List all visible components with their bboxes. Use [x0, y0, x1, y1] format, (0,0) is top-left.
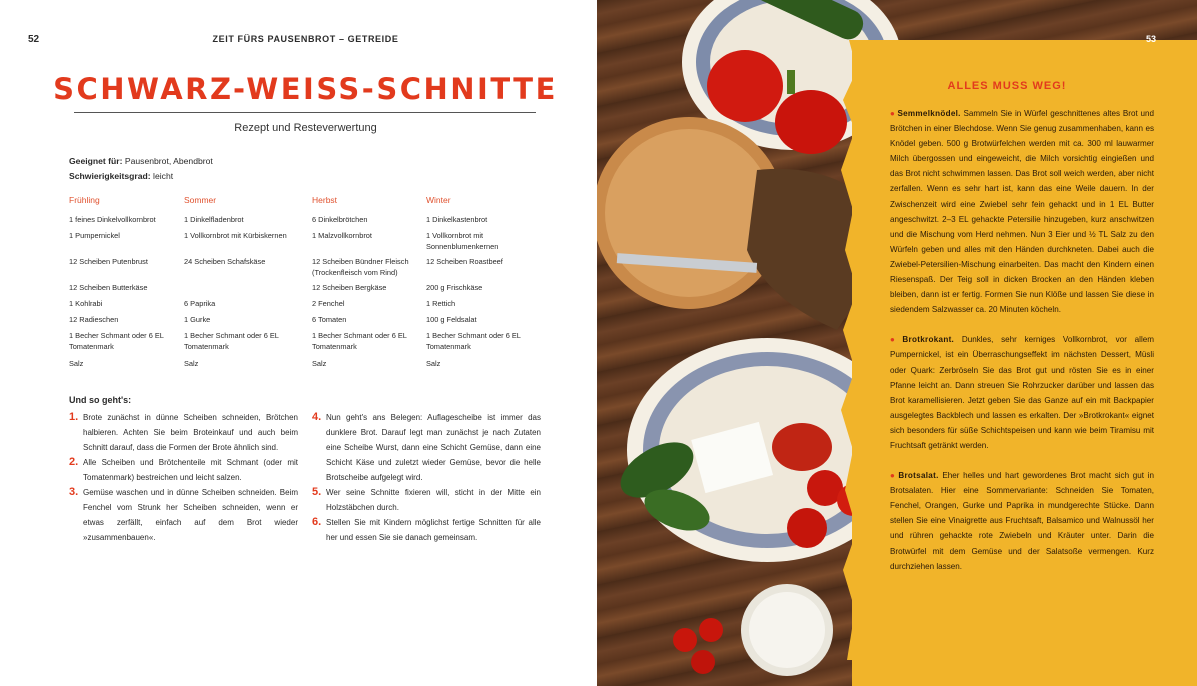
tip-body: Sammeln Sie in Würfel geschnittenes altes Brot und Brötchen in einer Blechdose. Wenn Sie genug zusammenhaben, kann es Knödel geben. 500 g Brotwürfelchen werden mit ca. 300 ml lauwarmer Milch übergossen und eingeweicht, die Milch vorsichtig eingießen und das Brot nicht schwimmen lassen. Das Brot soll weich werden, aber nicht zerfallen. Wenn es sehr hart ist, kann das eine Weile dauern. In der Zwischenzeit wird eine Zwiebel sehr fein gehackt und in 1 EL Butter angeschwitzt. 2–3 EL gehackte Petersilie hinzugeben, kurz anschwitzen und die Mischung vom Herd nehmen. Nun 3 Eier und ½ TL Salz zu den Würfeln geben und alles mit den Händen durchkneten. Dabei auch die Zwiebel-Petersilien-Mischung einarbeiten. Das macht den Kindern einen Riesenspaß. Der Teig soll in dicken Brocken an den Händen kleben bleiben, dann ist er fertig. Formen Sie nun Klöße und lassen Sie diese in siedendem Salzwasser ca. 20 Minuten köcheln. — [890, 109, 1154, 315]
bullet-icon: ● — [890, 109, 896, 118]
season-column — [69, 195, 194, 375]
ingredient: 6 Paprika — [184, 299, 216, 308]
step-text: Alle Scheiben und Brötchenteile mit Schmant (oder mit Tomatenmark) bestreichen und leicht salzen. — [83, 458, 298, 482]
season-name: Frühling — [69, 195, 100, 205]
recipe-title: SCHWARZ-WEISS-SCHNITTE — [53, 72, 558, 106]
step-number: 2. — [69, 456, 79, 468]
ingredient: Salz — [69, 359, 84, 368]
step-text: Stellen Sie mit Kindern möglichst fertige Schnitten für alle her und essen Sie sie danach gemeinsam. — [326, 518, 541, 542]
ingredient: Salz — [312, 359, 327, 368]
season-name: Herbst — [312, 195, 338, 205]
tip-heading: ALLES MUSS WEG! — [947, 80, 1067, 92]
instruction-step — [312, 410, 541, 485]
instructions-column-1 — [69, 410, 298, 545]
ingredient: 1 Dinkelkastenbrot — [426, 215, 488, 224]
ingredient: 6 Dinkelbrötchen — [312, 215, 368, 224]
difficulty-row — [69, 169, 213, 184]
ingredient: 1 Rettich — [426, 299, 456, 308]
ingredient: 1 Becher Schmant oder 6 EL Tomatenmark — [426, 331, 521, 351]
step-text: Brote zunächst in dünne Scheiben schneiden, Brötchen halbieren. Achten Sie beim Broteinkauf und auch beim Schnitt darauf, dass die Formen der Brote ähnlich sind. — [83, 413, 298, 452]
instruction-step — [312, 515, 541, 545]
ingredient — [184, 283, 309, 299]
cherry-tomato-3 — [691, 650, 715, 674]
left-page — [0, 0, 597, 686]
ingredient: 1 feines Dinkelvollkornbrot — [69, 215, 156, 224]
suitable-row — [69, 154, 213, 169]
instruction-step — [69, 485, 298, 545]
step-number: 3. — [69, 486, 79, 498]
step-number: 5. — [312, 486, 322, 498]
bullet-icon: ● — [890, 471, 897, 481]
red-pepper-1 — [707, 50, 783, 122]
instructions-heading: Und so geht's: — [69, 395, 132, 405]
step-number: 6. — [312, 516, 322, 528]
ingredient: 1 Kohlrabi — [69, 299, 103, 308]
ingredient: 1 Vollkornbrot mit Kürbiskernen — [184, 231, 287, 240]
tip-text — [890, 106, 1154, 589]
tip-lead: Brotkrokant. — [902, 335, 955, 345]
ingredient: 12 Scheiben Putenbrust — [69, 257, 148, 266]
tomato-3 — [787, 508, 827, 548]
right-page — [597, 0, 1197, 686]
running-head: ZEIT FÜRS PAUSENBROT – GETREIDE — [212, 34, 399, 44]
season-column — [184, 195, 309, 375]
ingredient: 2 Fenchel — [312, 299, 345, 308]
ingredient: 12 Scheiben Bündner Fleisch (Trockenfleisch vom Rind) — [312, 257, 409, 277]
ingredient: 1 Gurke — [184, 315, 211, 324]
tip-body: Eher helles und hart gewordenes Brot macht sich gut in Brotsalaten. Hier eine Sommervariante: Schneiden Sie Tomaten, Fenchel, Orangen, Gurke und Paprika in mundgerechte Stücke. Dann stellen Sie eine Vinaigrette aus Fruchtsaft, Balsamico und Walnussöl her und rühren gehackte rote Zwiebeln und Kräuter unter. Darin die Brotwürfel mit dem Gemüse und der Salatsoße vermengen. Kurz durchziehen lassen. — [890, 471, 1154, 571]
tip-lead: Brotsalat. — [898, 471, 939, 481]
difficulty-value: leicht — [150, 171, 174, 181]
title-divider — [74, 112, 536, 113]
page-number-right: 53 — [1146, 34, 1157, 44]
tip-paragraph — [890, 106, 1154, 317]
ingredient: 200 g Frischkäse — [426, 283, 483, 292]
step-text: Nun geht's ans Belegen: Auflagescheibe ist immer das dunklere Brot. Darauf legt man zunächst je nach Zutaten eine Scheibe Wurst, dann eine Schicht Gemüse, dann eine Schicht Käse und zuletzt wieder Gemüse, bevor die helle Brotscheibe aufgelegt wird. — [326, 413, 541, 482]
step-number: 1. — [69, 411, 79, 423]
suitable-value: Pausenbrot, Abendbrot — [122, 156, 213, 166]
step-text: Gemüse waschen und in dünne Scheiben schneiden. Beim Fenchel vom Strunk her Scheiben schneiden, wenn er etwas zerfällt, einfach auf dem Brot wieder »zusammenbauen«. — [83, 488, 298, 542]
ingredient: 12 Scheiben Butterkäse — [69, 283, 148, 292]
season-column — [312, 195, 437, 375]
cherry-tomato-2 — [699, 618, 723, 642]
ingredient: Salz — [426, 359, 441, 368]
ingredient: 1 Pumpernickel — [69, 231, 120, 240]
instruction-step — [69, 455, 298, 485]
instruction-step — [312, 485, 541, 515]
season-name: Sommer — [184, 195, 217, 205]
step-text: Wer seine Schnitte fixieren will, sticht in der Mitte ein Holzstäbchen durch. — [326, 488, 541, 512]
instructions-column-2 — [312, 410, 541, 545]
tip-paragraph — [890, 332, 1154, 453]
ingredient: 1 Becher Schmant oder 6 EL Tomatenmark — [184, 331, 279, 351]
ingredient: 1 Dinkelfladenbrot — [184, 215, 244, 224]
ingredient: 24 Scheiben Schafskäse — [184, 257, 266, 266]
difficulty-label: Schwierigkeitsgrad: — [69, 171, 151, 181]
ingredient: 1 Becher Schmant oder 6 EL Tomatenmark — [312, 331, 407, 351]
tip-lead: Semmelknödel. — [897, 109, 961, 118]
ingredient: Salz — [184, 359, 199, 368]
season-name: Winter — [426, 195, 451, 205]
ingredient: 1 Vollkornbrot mit Sonnenblumenkernen — [426, 231, 499, 251]
ingredient: 1 Malzvollkornbrot — [312, 231, 372, 240]
bullet-icon: ● — [890, 335, 901, 345]
instruction-step — [69, 410, 298, 455]
step-number: 4. — [312, 411, 322, 423]
ingredient: 1 Becher Schmant oder 6 EL Tomatenmark — [69, 331, 164, 351]
season-column — [426, 195, 551, 375]
recipe-meta — [69, 154, 213, 184]
tomato-paste-bowl — [772, 423, 832, 471]
ingredient: 12 Scheiben Bergkäse — [312, 283, 387, 292]
recipe-subtitle: Rezept und Resteverwertung — [234, 122, 377, 134]
page-number-left: 52 — [28, 34, 40, 45]
ingredient: 12 Radieschen — [69, 315, 119, 324]
tip-paragraph — [890, 468, 1154, 574]
cherry-tomato-1 — [673, 628, 697, 652]
brush-edge — [837, 40, 867, 660]
suitable-label: Geeignet für: — [69, 156, 123, 166]
ingredient: 6 Tomaten — [312, 315, 347, 324]
ingredient: 100 g Feldsalat — [426, 315, 477, 324]
ingredient: 12 Scheiben Roastbeef — [426, 257, 503, 266]
tip-body: Dunkles, sehr kerniges Vollkornbrot, vor allem Pumpernickel, ist ein Überraschungseffekt im nächsten Dessert, Müsli oder Quark: Zerbröseln Sie das Brot gut und rösten Sie es in einer Pfanne leicht an. Dann streuen Sie Rohrzucker darüber und lassen das Brot karamellisieren. Jetzt geben Sie das Ganze auf ein mit Backpapier ausgelegtes Backblech und lassen es erkalten. Der »Brotkrokant« eignet sich besonders für süße Schichtspeisen und kann wie beim Tiramisu mit Fruchtsaft getränkt werden. — [890, 335, 1154, 450]
